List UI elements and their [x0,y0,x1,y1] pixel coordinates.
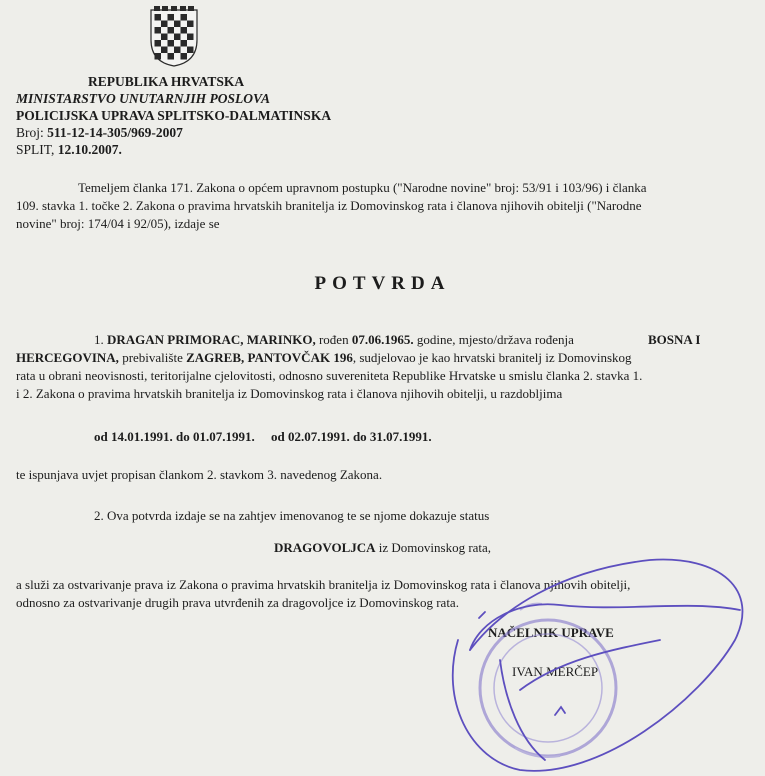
header-country: REPUBLIKA HRVATSKA [88,74,245,89]
place-date-line [16,142,122,157]
born-label: rođen [318,332,349,347]
person-name: DRAGAN PRIMORAC, MARINKO, [107,332,316,347]
signatory-title: NAČELNIK UPRAVE [488,625,614,640]
document-title: POTVRDA [314,273,451,294]
service-periods: od 14.01.1991. do 01.07.1991. od 02.07.1991. do 31.07.1991. [94,429,432,444]
signatory-name: IVAN MERČEP [512,664,599,679]
status-line [0,540,765,556]
section1-number: 1. [94,332,104,347]
croatian-coat-of-arms-icon [148,6,200,68]
status-value: DRAGOVOLJCA [273,540,376,555]
section2-line-1: 2. Ova potvrda izdaje se na zahtjev imenovanog te se njome dokazuje status [94,508,490,523]
place: SPLIT, [16,142,55,157]
section1-line-1 [94,331,574,349]
preamble-line-3: novine" broj: 174/04 i 92/05), izdaje se [16,216,220,231]
birth-date: 07.06.1965. [351,332,414,347]
birth-country-part2: HERCEGOVINA, [16,350,119,365]
purpose-line-2: odnosno za ostvarivanje drugih prava utvrđenih za dragovoljce iz Domovinskog rata. [16,595,459,610]
birth-country-part1: BOSNA I [648,332,701,347]
section1-line-3: rata u obrani neovisnosti, teritorijalne cjelovitosti, odnosno suvereniteta Republike Hrvatske u smislu članka 2. stavka 1. [16,368,643,383]
residence-label: prebivalište [122,350,183,365]
purpose-line-1: a služi za ostvarivanje prava iz Zakona o pravima hrvatskih branitelja iz Domovinskog rata i članova njihovih obitelji, [16,577,631,592]
issue-date: 12.10.2007. [57,142,122,157]
status-rest: iz Domovinskog rata, [375,540,492,555]
residence: ZAGREB, PANTOVČAK 196 [186,350,353,365]
preamble-line-2: 109. stavka 1. točke 2. Zakona o pravima hrvatskih branitelja iz Domovinskog rata i članova njihovih obitelji ("Narodne [16,198,642,213]
reference-number: 511-12-14-305/969-2007 [47,125,183,140]
reference-label: Broj: [16,125,44,140]
header-ministry: MINISTARSTVO UNUTARNJIH POSLOVA [16,91,271,106]
header-department: POLICIJSKA UPRAVA SPLITSKO-DALMATINSKA [16,108,332,123]
birth-place-label: godine, mjesto/država rođenja [416,332,574,347]
section1-line-2 [16,349,632,367]
condition-line: te ispunjava uvjet propisan člankom 2. stavkom 3. navedenog Zakona. [16,467,383,482]
reference-line [16,125,183,140]
section1-line-4: i 2. Zakona o pravima hrvatskih branitelja iz Domovinskog rata i članova njihovih obitelji, u razdobljima [16,386,563,401]
preamble-line-1: Temeljem članka 171. Zakona o općem upravnom postupku ("Narodne novine" broj: 53/91 i 103/96) i članka [78,180,647,195]
section1-line-2-rest: , sudjelovao je kao hrvatski branitelj iz Domovinskog [352,350,632,365]
